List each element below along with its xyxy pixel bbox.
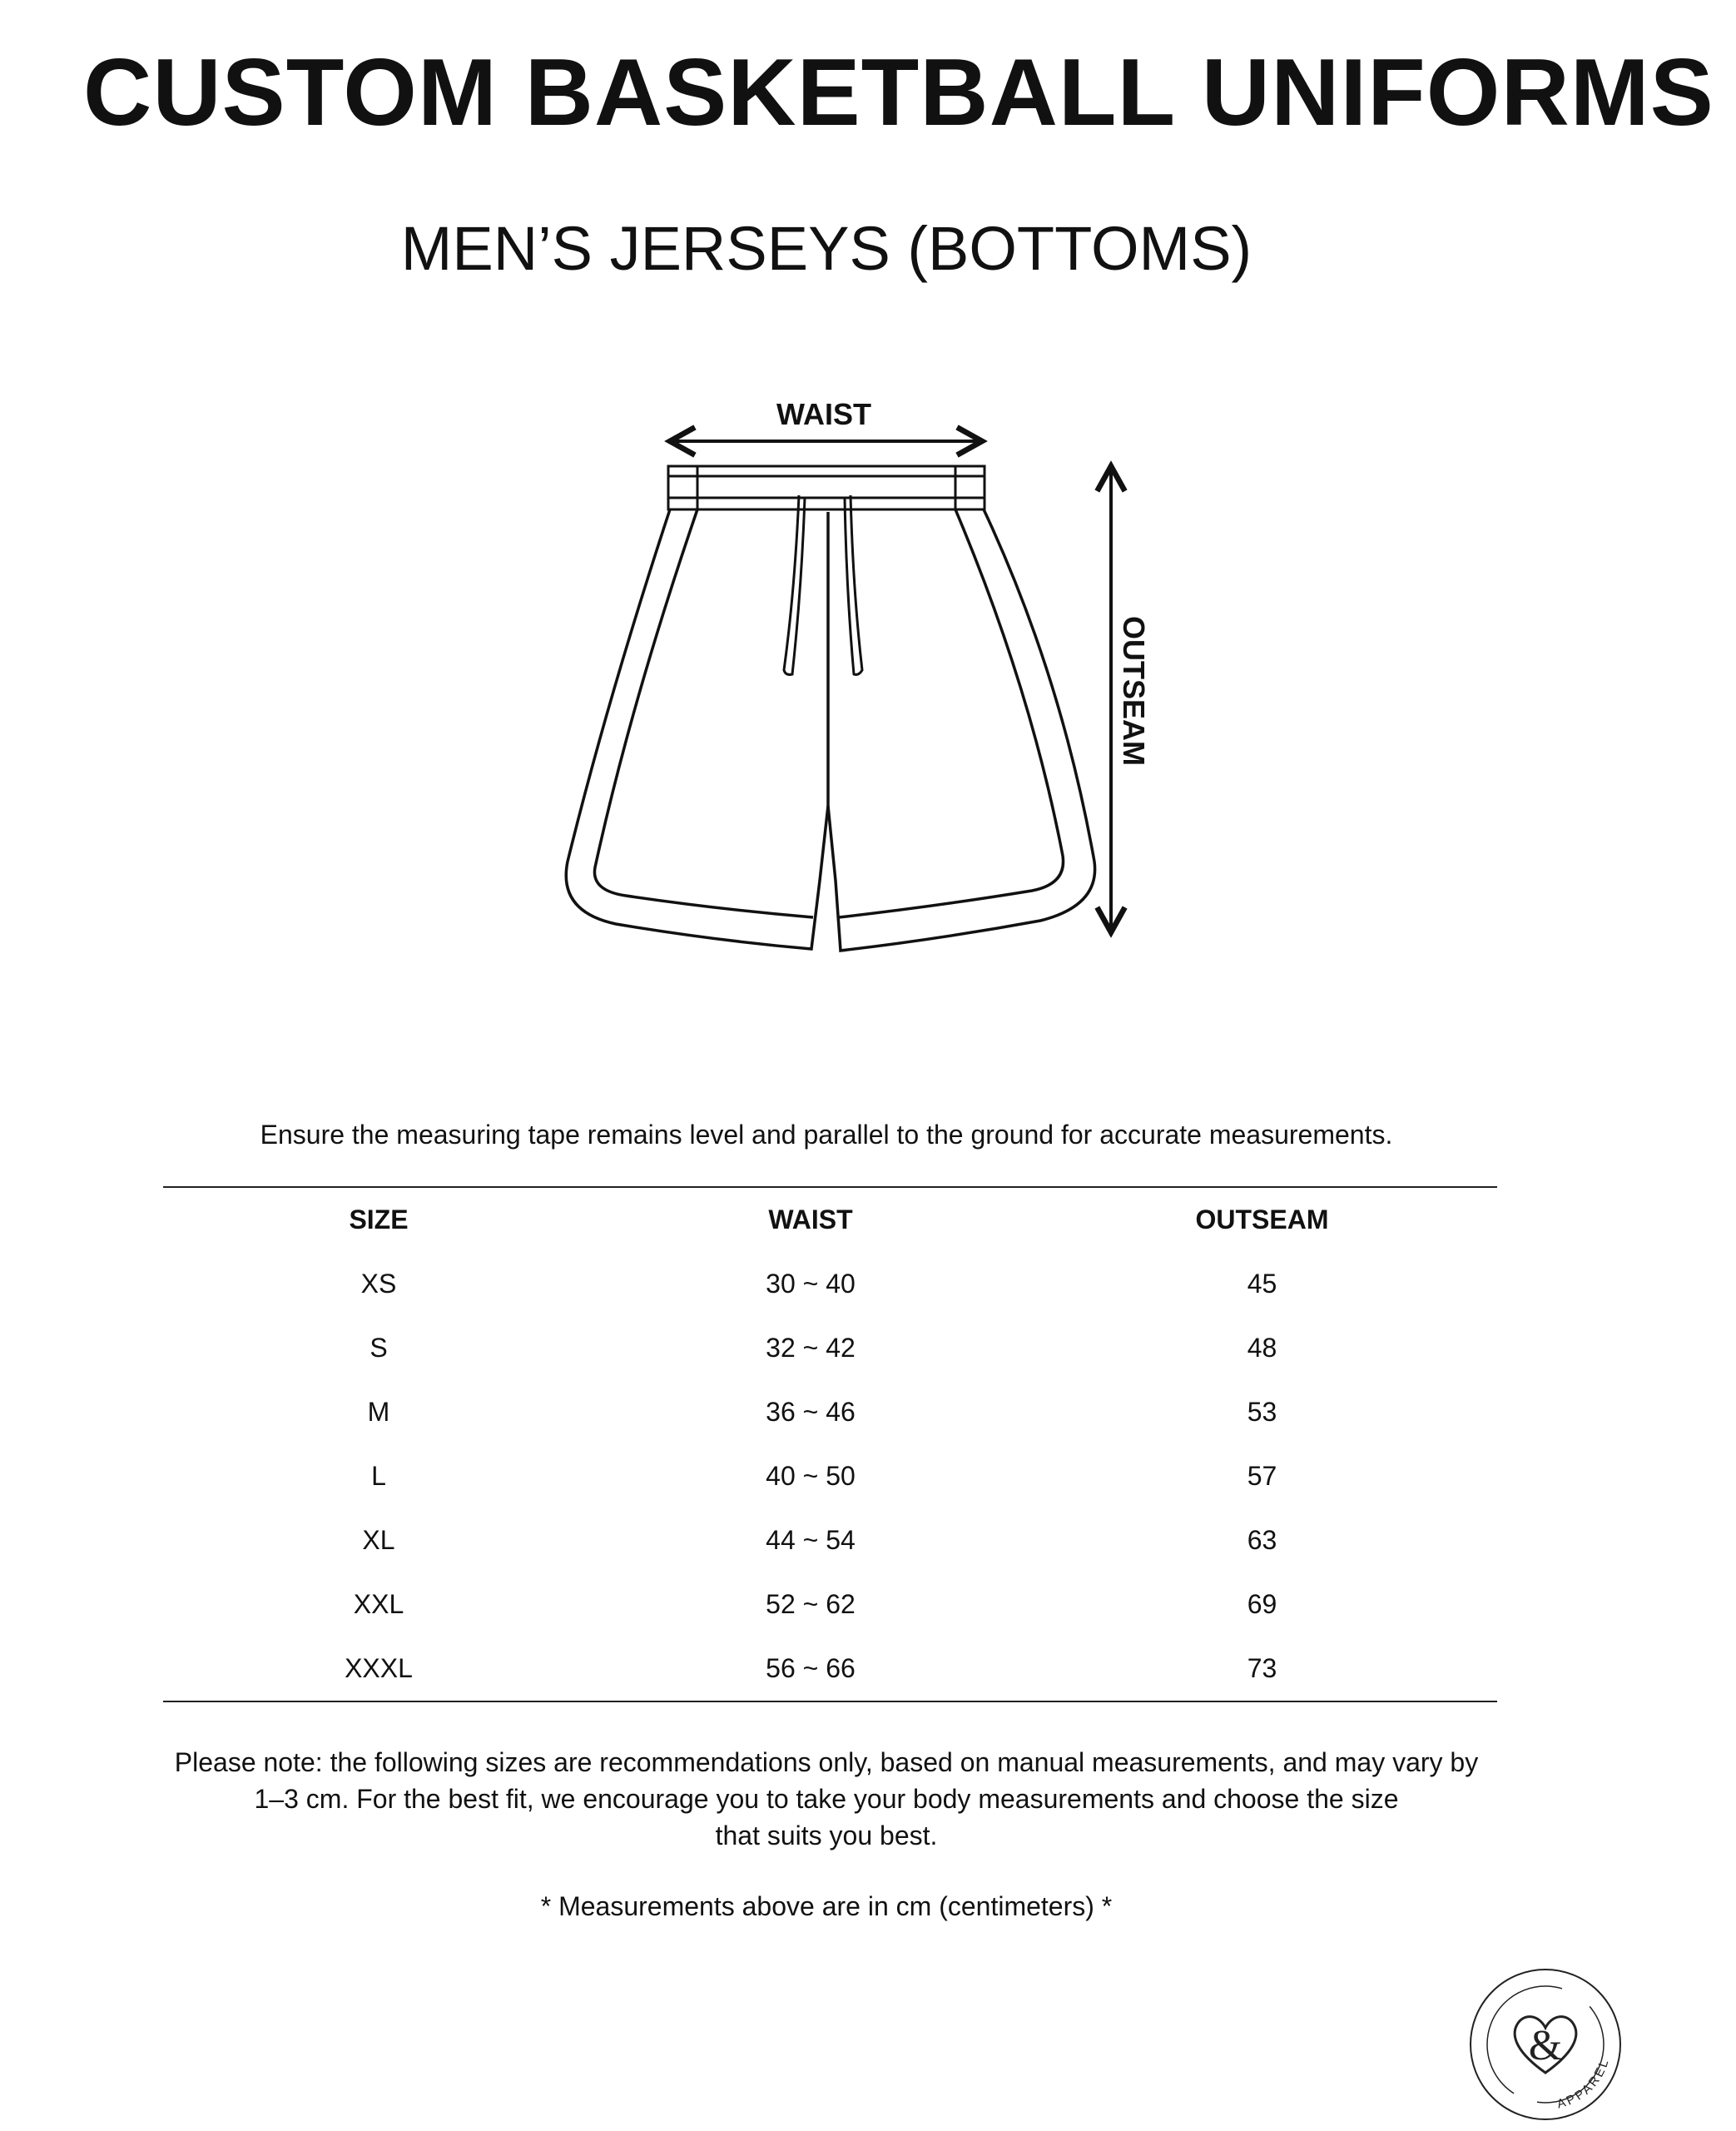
heart-ampersand-logo-icon [1467,1966,1624,2123]
outseam-cell: 45 [1247,1269,1277,1299]
size-table [163,1186,1497,1702]
svg-text:&: & [1528,2022,1563,2069]
table-row [163,1444,1497,1508]
drawstrings [784,495,862,674]
waist-cell: 36 ~ 46 [766,1397,856,1427]
outseam-cell: 48 [1247,1333,1277,1363]
outseam-label: OUTSEAM [1117,616,1151,766]
waist-label: WAIST [776,397,871,431]
table-row [163,1637,1497,1701]
shorts-body [566,509,1094,951]
col-header-size: SIZE [349,1205,409,1234]
disclaimer-line: 1–3 cm. For the best fit, we encourage you to take your body measurements and choose the size [254,1784,1399,1814]
outseam-cell: 73 [1247,1653,1277,1683]
waist-cell: 32 ~ 42 [766,1333,856,1363]
size-cell: XXL [353,1589,404,1619]
size-cell: XL [362,1525,395,1555]
waist-cell: 52 ~ 62 [766,1589,856,1619]
table-header-row [163,1187,1497,1252]
waist-cell: 56 ~ 66 [766,1653,856,1683]
size-cell: L [371,1461,386,1491]
outseam-cell: 69 [1247,1589,1277,1619]
fit-disclaimer [125,1744,1528,1854]
table-row [163,1380,1497,1444]
page-title: CUSTOM BASKETBALL UNIFORMS [83,40,1714,146]
size-cell: M [367,1397,390,1427]
table-row [163,1252,1497,1316]
brand-logo [1467,1966,1624,2123]
outseam-cell: 63 [1247,1525,1277,1555]
size-cell: XS [360,1269,397,1299]
shorts-diagram [533,383,1182,982]
size-cell: XXXL [345,1653,413,1683]
shorts-illustration [533,383,1182,982]
disclaimer-line: Please note: the following sizes are recommendations only, based on manual measurements, and may vary by [174,1747,1479,1777]
logo-text: APPAREL [1555,2055,1613,2112]
size-chart [163,1186,1497,1702]
waistband [668,466,985,509]
table-row [163,1572,1497,1637]
waist-cell: 40 ~ 50 [766,1461,856,1491]
col-header-waist: WAIST [768,1205,853,1234]
measuring-instructions: Ensure the measuring tape remains level and parallel to the ground for accurate measurements. [260,1120,1393,1150]
units-note: * Measurements above are in cm (centimeters) * [540,1891,1113,1921]
col-header-outseam: OUTSEAM [1195,1205,1329,1234]
table-row [163,1316,1497,1380]
svg-text:APPAREL [1555,2056,1612,2112]
table-row [163,1508,1497,1572]
page-subtitle: MEN’S JERSEYS (BOTTOMS) [400,214,1252,283]
disclaimer-line: that suits you best. [715,1821,938,1850]
size-cell: S [370,1333,388,1363]
outseam-cell: 57 [1247,1461,1277,1491]
waist-cell: 44 ~ 54 [766,1525,856,1555]
outseam-cell: 53 [1247,1397,1277,1427]
waist-cell: 30 ~ 40 [766,1269,856,1299]
